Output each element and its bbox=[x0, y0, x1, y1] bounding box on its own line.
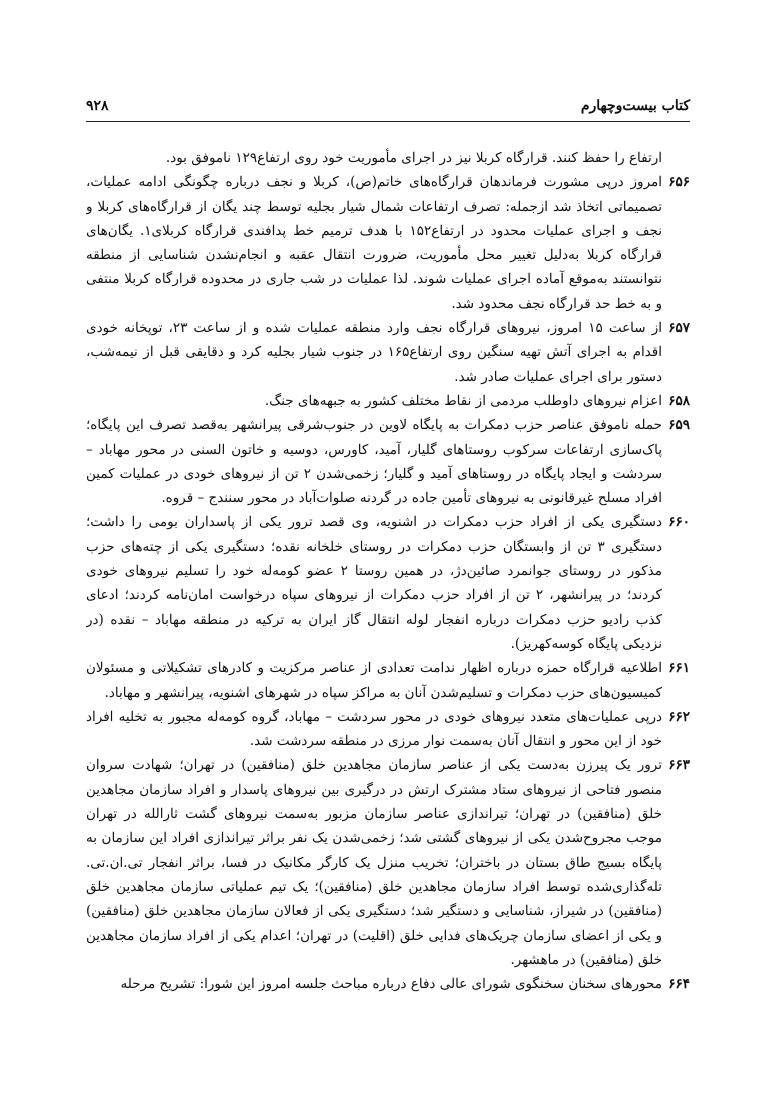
entry bbox=[86, 972, 690, 996]
entry-number: ۶۵۸ bbox=[668, 392, 690, 409]
entry-text: اطلاعیه قرارگاه حمزه درباره اظهار ندامت تعدادی از عناصر مرکزیت و کادرهای تشکیلاتی و مسئولان کمیسیون‌های حزب دمکرات و تسلیم‌شدن آنان به مراکز سپاه در شهرهای اشنویه، پیرانشهر و مهاباد. bbox=[86, 660, 662, 701]
entry bbox=[86, 753, 690, 972]
entry-number: ۶۶۲ bbox=[668, 708, 690, 725]
entry bbox=[86, 510, 690, 656]
entry bbox=[86, 170, 690, 316]
book-title: کتاب بیست‌وچهارم bbox=[580, 98, 690, 114]
entry-number: ۶۶۰ bbox=[668, 514, 690, 531]
entry-number: ۶۵۶ bbox=[668, 174, 690, 191]
entry-text: درپی عملیات‌های متعدد نیروهای خودی در محور سردشت – مهاباد، گروه کومه‌له مجبور به تخلیه افراد خود از این محور و انتقال آنان به‌سمت نوار مرزی در منطقه سردشت شد. bbox=[86, 708, 662, 750]
entry-text: امروز درپی مشورت فرماندهان قرارگاه‌های خاتم(ص)، کربلا و نجف درباره چگونگی ادامه عملیات، تصمیماتی اتخاذ شد ازجمله: تصرف ارتفاعات شمال شیار بجلیه توسط چند یگان از قرارگاه‌های کربلا و نجف و اجرای عملیات محدود در ارتفاع۱۵۲ با هدف ترمیم خط پدافندی قرارگاه کربلای۱. یگان‌های قرارگاه کربلا به‌دلیل تغییر محل مأموریت، ضرورت انتقال عقبه و انجام‌نشدن شناسایی از منطقه نتوانستند به‌موقع آماده اجرای عملیات شوند. لذا عملیات در شب جاری در محدوده قرارگاه کربلا منتفی و به خط حد قرارگاه نجف محدود شد. bbox=[86, 174, 662, 312]
entry-number: ۶۶۴ bbox=[668, 976, 690, 993]
entry bbox=[86, 656, 690, 705]
page-number: ۹۲۸ bbox=[86, 98, 109, 114]
chronology-body bbox=[86, 146, 690, 996]
entry bbox=[86, 705, 690, 754]
entry-number: ۶۶۳ bbox=[668, 757, 690, 774]
entry bbox=[86, 389, 690, 413]
entry-text: ترور یک پیرزن به‌دست یکی از عناصر سازمان مجاهدین خلق (منافقین) در تهران؛ شهادت سروان منصور فتاحی از نیروهای ستاد مشترک ارتش در درگیری بین نیروهای پاسدار و افراد سازمان مجاهدین خلق (منافقین) در تهران؛ تیراندازی عناصر سازمان مزبور به‌سمت نیروهای گشت ثارالله در تهران موجب مجروح‌شدن یکی از نیروهای گشتی شد؛ زخمی‌شدن یک نفر براثر تیراندازی افراد این سازمان به پایگاه بسیج طاق بستان در باختران؛ تخریب منزل یک کارگر مکانیک در فسا، براثر انفجار تی.ان.تی. تله‌گذاری‌شده توسط افراد سازمان مجاهدین خلق (منافقین)؛ یک تیم عملیاتی سازمان مجاهدین خلق (منافقین) در شیراز، شناسایی و دستگیر شد؛ دستگیری یکی از فعالان سازمان مجاهدین خلق (منافقین) و یکی از اعضای سازمان چریک‌های فدایی خلق (اقلیت) در تهران؛ اعدام یکی از افراد سازمان مجاهدین خلق (منافقین) در ماهشهر. bbox=[86, 757, 662, 968]
entry-number: ۶۵۷ bbox=[668, 320, 690, 337]
running-header bbox=[86, 92, 690, 120]
entry-text: اعزام نیروهای داوطلب مردمی از نقاط مختلف کشور به جبهه‌های جنگ. bbox=[264, 392, 662, 409]
entry-number: ۶۶۱ bbox=[668, 660, 690, 677]
continuation-paragraph: ارتفاع را حفظ کنند. قرارگاه کربلا نیز در اجرای مأموریت خود روی ارتفاع۱۲۹ ناموفق بود. bbox=[165, 150, 662, 166]
entry-text: حمله ناموفق عناصر حزب دمکرات به پایگاه لاوین در جنوب‌شرقی پیرانشهر به‌قصد تصرف این پایگاه؛ پاک‌سازی ارتفاعات سرکوب روستاهای گلیار، آمید، کاورس، دوسیه و خاتون السنی در محور مهاباد – سردشت و ایجاد پایگاه در روستاهای آمید و گلیار؛ زخمی‌شدن ۲ تن از نیروهای خودی در عملیات کمین افراد مسلح غیرقانونی به نیروهای تأمین جاده در گردنه صلوات‌آباد در محور سنندج – قروه. bbox=[86, 417, 662, 507]
entry bbox=[86, 316, 690, 389]
header-rule bbox=[86, 121, 690, 122]
entry bbox=[86, 413, 690, 510]
entry-text: دستگیری یکی از افراد حزب دمکرات در اشنویه، وی قصد ترور یکی از پاسداران بومی را داشت؛ دستگیری ۳ تن از وابستگان حزب دمکرات در روستای خلخانه نقده؛ دستگیری یکی از چته‌های حزب مذکور در روستای جوانمرد صائین‌دژ، در همین روستا ۲ عضو کومه‌له خود را تسلیم نیروهای خودی کردند؛ در پیرانشهر، ۲ تن از افراد حزب دمکرات از نیروهای سپاه درخواست امان‌نامه کردند؛ ادعای کذب رادیو حزب دمکرات درباره انفجار لوله انتقال گاز ایران به ترکیه در منطقه مهاباد – نقده (در نزدیکی پایگاه کوسه‌کهریز). bbox=[86, 514, 662, 652]
entry-number: ۶۵۹ bbox=[668, 417, 690, 434]
entry-text: محورهای سخنان سخنگوی شورای عالی دفاع درباره مباحث جلسه امروز این شورا: تشریح مرحله bbox=[120, 976, 662, 993]
entry-text: از ساعت ۱۵ امروز، نیروهای قرارگاه نجف وارد منطقه عملیات شده و از ساعت ۲۳، توپخانه خودی اقدام به اجرای آتش تهیه سنگین روی ارتفاع۱۶۵ در جنوب شیار بجلیه کرد و دقایقی قبل از نیمه‌شب، دستور برای اجرای عملیات صادر شد. bbox=[86, 320, 662, 385]
